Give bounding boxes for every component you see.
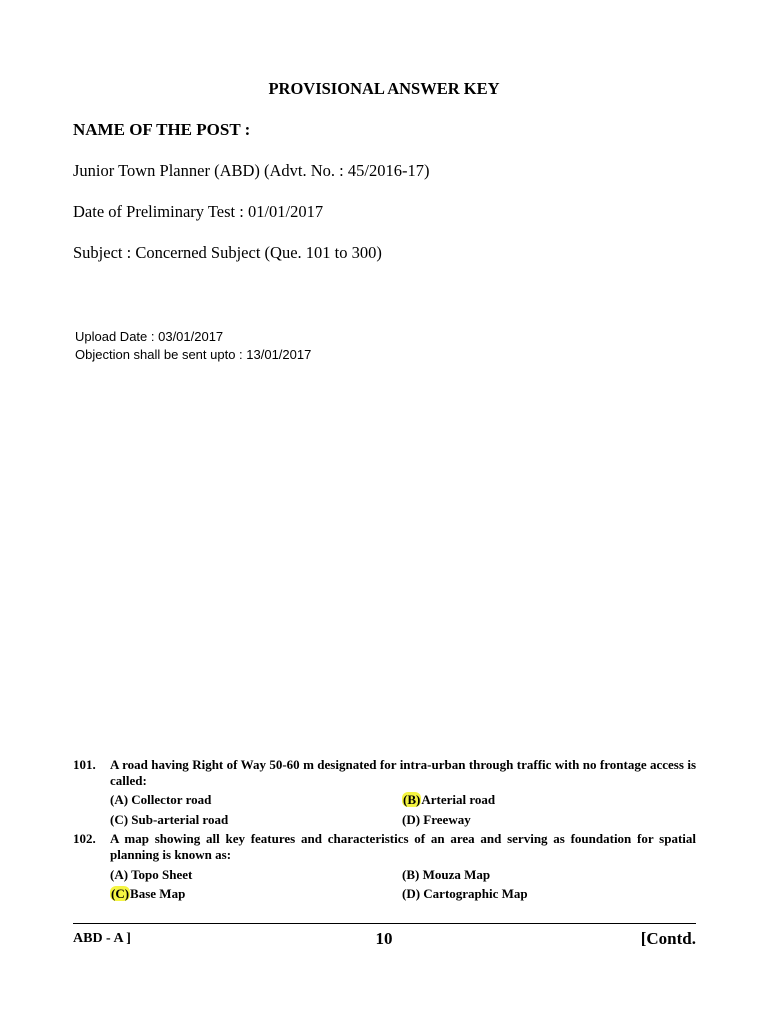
question-number: 102. [73, 831, 96, 846]
option-text: Arterial road [421, 792, 496, 807]
footer-contd: [Contd. [640, 929, 696, 948]
option-letter: (C) [110, 812, 129, 827]
option-a [110, 792, 211, 808]
option-text: Sub-arterial road [131, 812, 229, 827]
question-number: 101. [73, 757, 96, 772]
option-text: Mouza Map [422, 867, 491, 882]
option-text: Topo Sheet [131, 867, 193, 882]
question-text: A road having Right of Way 50-60 m designated for intra-urban through traffic with no frontage access is called: [110, 757, 696, 788]
option-letter: (A) [110, 792, 129, 807]
option-text: Freeway [423, 812, 471, 827]
option-letter: (D) [402, 812, 421, 827]
option-a [110, 867, 192, 883]
option-letter: (B) [402, 867, 420, 882]
option-text: Base Map [130, 886, 186, 901]
subject-line: Subject : Concerned Subject (Que. 101 to 300) [73, 243, 382, 262]
option-d [402, 812, 471, 828]
objection-deadline: Objection shall be sent upto : 13/01/2017 [75, 347, 312, 362]
option-letter: (D) [402, 886, 421, 901]
option-text: Cartographic Map [423, 886, 528, 901]
option-c [110, 886, 185, 902]
option-text: Collector road [131, 792, 212, 807]
option-b [402, 867, 490, 883]
page-number: 10 [375, 929, 393, 948]
page-title: PROVISIONAL ANSWER KEY [268, 79, 500, 98]
test-date: Date of Preliminary Test : 01/01/2017 [73, 202, 324, 221]
post-name: Junior Town Planner (ABD) (Advt. No. : 45/2016-17) [73, 161, 430, 180]
answer-highlight: (B) [403, 792, 421, 807]
option-d [402, 886, 528, 902]
option-c [110, 812, 228, 828]
upload-date: Upload Date : 03/01/2017 [75, 329, 224, 344]
option-b [402, 792, 495, 808]
question-text: A map showing all key features and characteristics of an area and serving as foundation for spatial planning is known as: [110, 831, 696, 862]
answer-highlight: (C) [111, 886, 130, 901]
post-label: NAME OF THE POST : [73, 120, 251, 139]
footer-divider [73, 923, 696, 924]
footer-code: ABD - A ] [73, 931, 131, 946]
option-letter: (A) [110, 867, 129, 882]
